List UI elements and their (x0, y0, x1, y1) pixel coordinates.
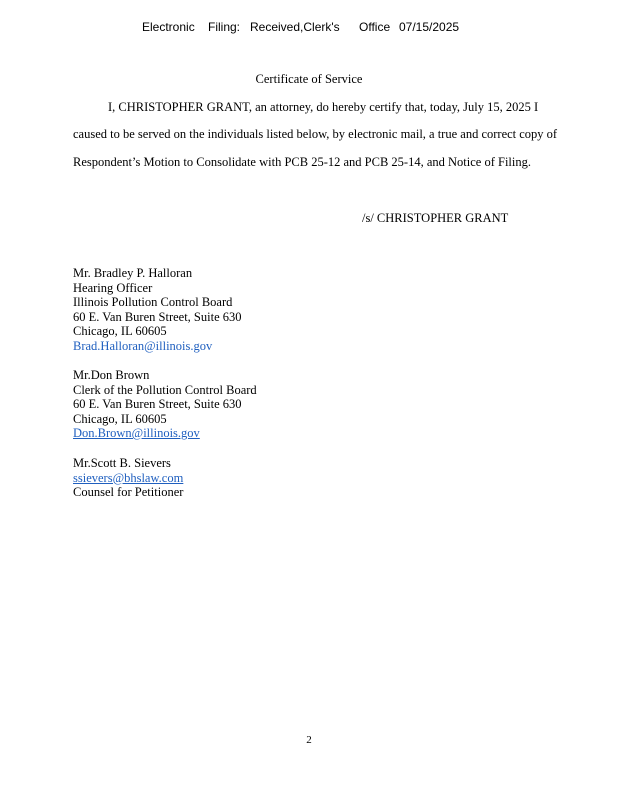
recipient-address-2: Chicago, IL 60605 (73, 324, 167, 338)
header-received: Received,Clerk's (250, 20, 340, 34)
certificate-line-2: caused to be served on the individuals listed below, by electronic mail, a true and correct copy of (73, 127, 558, 141)
header-office: Office (359, 20, 391, 34)
header-electronic: Electronic (142, 20, 195, 34)
recipient-name: Mr.Scott B. Sievers (73, 456, 171, 470)
recipient-address-2: Chicago, IL 60605 (73, 411, 167, 426)
certificate-title: Certificate of Service (255, 72, 363, 86)
header-filing: Filing: (208, 20, 241, 34)
recipient-role: Counsel for Petitioner (73, 485, 184, 499)
recipient-address-1: 60 E. Van Buren Street, Suite 630 (73, 309, 242, 324)
certificate-line-3: Respondent’s Motion to Consolidate with PCB 25-12 and PCB 25-14, and Notice of Filing. (73, 155, 531, 169)
recipient-org: Clerk of the Pollution Control Board (73, 382, 257, 397)
recipient-email-link[interactable]: ssievers@bhslaw.com (73, 470, 184, 485)
certificate-line-1: I, CHRISTOPHER GRANT, an attorney, do hereby certify that, today, July 15, 2025 I (108, 100, 539, 114)
recipient-address-1: 60 E. Van Buren Street, Suite 630 (73, 397, 242, 411)
recipient-halloran (73, 266, 242, 353)
recipient-brown (73, 368, 257, 441)
recipient-email-link[interactable]: Don.Brown@illinois.gov (73, 426, 200, 440)
signature: /s/ CHRISTOPHER GRANT (362, 211, 509, 225)
recipient-org: Illinois Pollution Control Board (73, 295, 233, 309)
recipient-email-link[interactable]: Brad.Halloran@illinois.gov (73, 338, 213, 353)
page-number: 2 (306, 734, 312, 746)
recipient-sievers (73, 456, 183, 500)
recipient-title: Hearing Officer (73, 280, 153, 295)
header-date: 07/15/2025 (399, 20, 460, 34)
recipient-name: Mr. Bradley P. Halloran (73, 266, 193, 280)
recipient-name: Mr.Don Brown (73, 368, 150, 382)
